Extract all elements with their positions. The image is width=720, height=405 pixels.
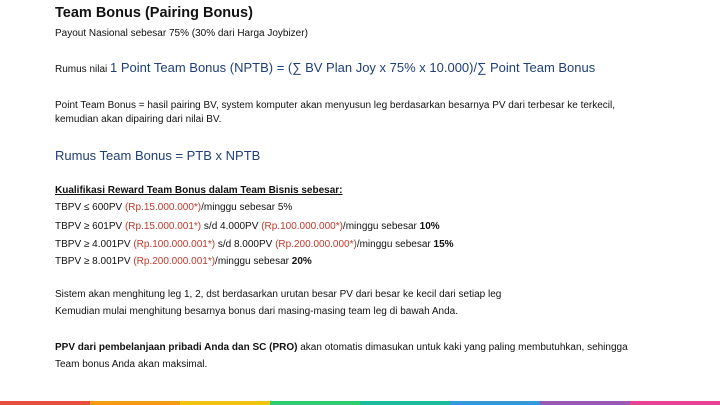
slide-title: Team Bonus (Pairing Bonus)	[55, 5, 253, 21]
footer-bar-segment	[540, 401, 630, 405]
row-2-rp-to: (Rp.100.000.000*)	[261, 221, 343, 232]
row-3-threshold: TBPV ≥ 4.001PV	[55, 239, 134, 250]
ppv-rest: akan otomatis dimasukan untuk kaki yang paling membutuhkan, sehingga	[297, 342, 628, 353]
footer-bar-segment	[450, 401, 540, 405]
row-1-rate: /minggu sebesar 5%	[201, 202, 293, 213]
ppv-bold: PPV dari pembelanjaan pribadi Anda dan SC (PRO)	[55, 342, 298, 353]
row-4-threshold: TBPV ≥ 8.001PV	[55, 256, 134, 267]
footer-bar-segment	[0, 401, 90, 405]
ppv-line1	[55, 341, 628, 354]
kualifikasi-row-1	[55, 201, 292, 214]
rumus-nilai-prefix: Rumus nilai	[55, 64, 111, 75]
sistem-line1: Sistem akan menghitung leg 1, 2, dst berdasarkan urutan besar PV dari besar ke kecil dari setiap leg	[55, 289, 502, 300]
row-2-rp-from: (Rp.15.000.001*)	[124, 221, 202, 232]
payout-text: Payout Nasional sebesar 75% (30% dari Harga Joybizer)	[55, 28, 308, 39]
kualifikasi-row-4	[55, 255, 312, 268]
row-3-range: s/d 8.000PV	[215, 239, 276, 250]
row-3-rp-from: (Rp.100.000.001*)	[133, 239, 216, 250]
footer-color-bar	[0, 401, 720, 405]
row-2-rate: 10%	[419, 221, 440, 232]
row-1-rp: (Rp.15.000.000*)	[124, 202, 202, 213]
footer-bar-segment	[180, 401, 270, 405]
rumus-team-bonus: Rumus Team Bonus = PTB x NPTB	[55, 148, 261, 163]
row-4-rp: (Rp.200.000.001*)	[133, 256, 216, 267]
point-team-bonus-line1: Point Team Bonus = hasil pairing BV, system komputer akan menyusun leg berdasarkan besarnya PV dari terbesar ke terkecil,	[55, 100, 616, 111]
footer-bar-segment	[360, 401, 450, 405]
kualifikasi-row-3	[55, 238, 454, 251]
row-3-rate-label: /minggu sebesar	[356, 239, 434, 250]
footer-bar-segment	[270, 401, 360, 405]
row-2-threshold: TBPV ≥ 601PV	[55, 221, 125, 232]
point-team-bonus-line2: kemudian akan dipairing dari nilai BV.	[55, 114, 222, 125]
kualifikasi-heading: Kualifikasi Reward Team Bonus dalam Team Bisnis sebesar:	[55, 185, 343, 196]
footer-bar-segment	[90, 401, 180, 405]
rumus-nilai-formula: 1 Point Team Bonus (NPTB) = (∑ BV Plan Joy x 75% x 10.000)/∑ Point Team Bonus	[110, 60, 596, 75]
footer-bar-segment	[630, 401, 720, 405]
row-4-rate-label: /minggu sebesar	[215, 256, 292, 267]
row-4-rate: 20%	[291, 256, 312, 267]
row-1-threshold: TBPV ≤ 600PV	[55, 202, 125, 213]
row-3-rate: 15%	[433, 239, 454, 250]
sistem-line2: Kemudian mulai menghitung besarnya bonus dari masing-masing team leg di bawah Anda.	[55, 306, 459, 317]
kualifikasi-row-2	[55, 220, 440, 233]
row-2-range: s/d 4.000PV	[201, 221, 262, 232]
row-3-rp-to: (Rp.200.000.000*)	[275, 239, 357, 250]
rumus-nilai	[55, 61, 595, 76]
row-2-rate-label: /minggu sebesar	[342, 221, 420, 232]
ppv-line2: Team bonus Anda akan maksimal.	[55, 359, 208, 370]
